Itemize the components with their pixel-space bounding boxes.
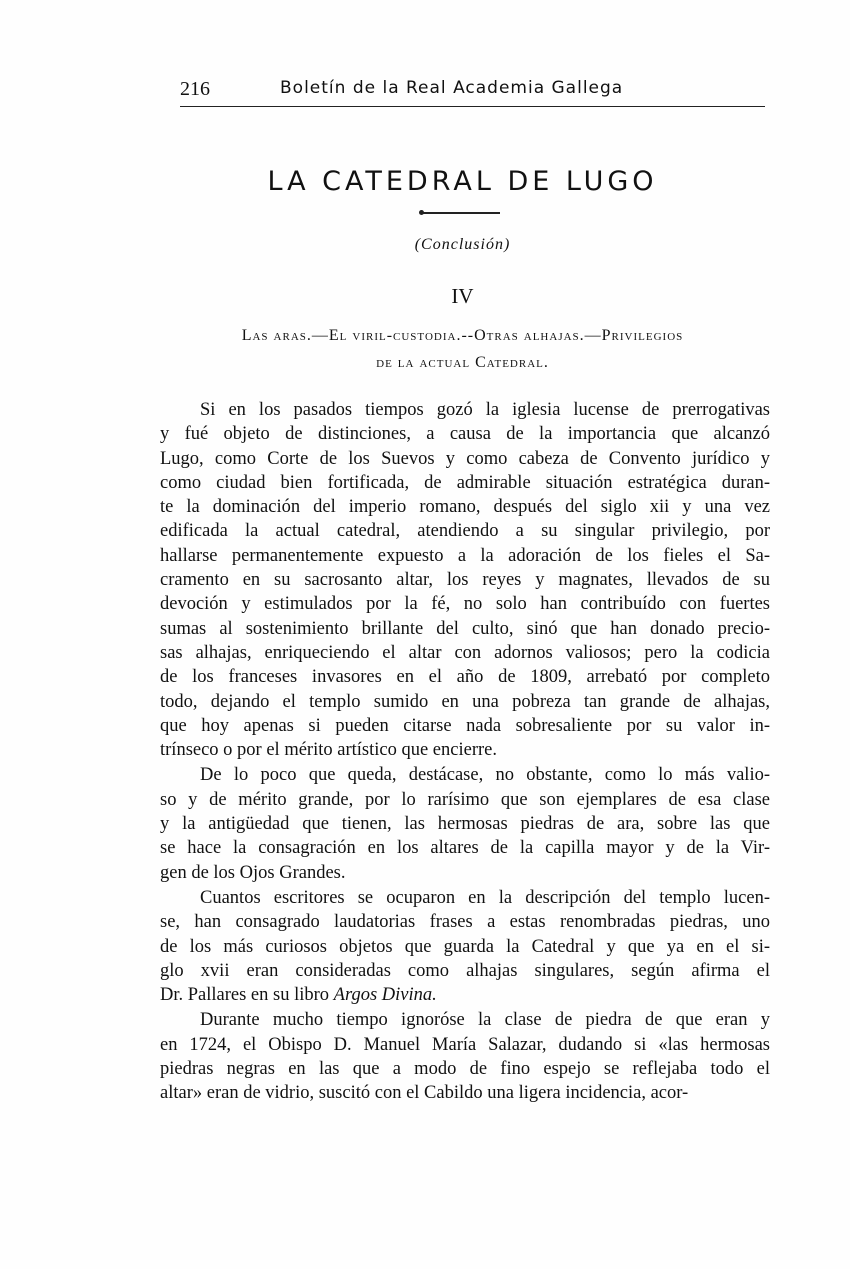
text-line: devoción y estimulados por la fé, no solo han contribuído con fuertes (160, 594, 770, 615)
section-heading-line-2: de la actual Catedral. (376, 354, 549, 371)
text-line: edificada la actual catedral, atendiendo a su singular privilegio, por (160, 521, 770, 542)
text-line: so y de mérito grande, por lo rarísimo que son ejemplares de esa clase (160, 789, 770, 810)
text-line: se hace la consagración en los altares de la capilla mayor y de la Vir- (160, 838, 770, 859)
text-line: te la dominación del imperio romano, después del siglo xii y una vez (160, 497, 770, 518)
text-line: sumas al sostenimiento brillante del culto, sinó que han donado precio- (160, 618, 770, 639)
paragraph (160, 763, 770, 884)
article-subtitle: (Conclusión) (414, 236, 511, 253)
text-line: todo, dejando el templo sumido en una pobreza tan grande de alhajas, (160, 691, 770, 712)
paragraph (160, 398, 770, 762)
text-line: y fué objeto de distinciones, a causa de la importancia que alcanzó (160, 424, 770, 445)
text-line: en 1724, el Obispo D. Manuel María Salazar, dudando si «las hermosas (160, 1034, 770, 1055)
text-line: Lugo, como Corte de los Suevos y como cabeza de Convento jurídico y (160, 448, 770, 469)
text-line: gen de los Ojos Grandes. (160, 862, 346, 883)
paragraph (160, 886, 770, 1007)
text-line: de los franceses invasores en el año de 1809, arrebató por completo (160, 667, 770, 688)
text-line: sas alhajas, enriqueciendo el altar con adornos valiosos; pero la codicia (160, 642, 770, 663)
text-line: Si en los pasados tiempos gozó la iglesia lucense de prerrogativas (200, 400, 770, 420)
section-number: IV (451, 284, 474, 308)
text-line: de los más curiosos objetos que guarda la Catedral y que ya en el si- (160, 936, 770, 957)
journal-title: Boletín de la Real Academia Gallega (280, 78, 624, 98)
book-title: Argos Divina. (333, 985, 437, 1006)
text-line: piedras negras en las que a modo de fino espejo se reflejaba todo el (160, 1059, 770, 1080)
section-heading-line-1: Las aras.—El viril-custodia.--Otras alhajas.—Privilegios (241, 327, 684, 344)
text-line: De lo poco que queda, destácase, no obstante, como lo más valio- (200, 765, 770, 786)
text-line: trínseco o por el mérito artístico que encierre. (160, 740, 497, 761)
running-header (180, 76, 765, 107)
text-line: hallarse permanentemente expuesto a la adoración de los fieles el Sa- (160, 545, 770, 566)
text-line: y la antigüedad que tienen, las hermosas piedras de ara, sobre las que (160, 814, 770, 835)
paragraph (160, 1008, 770, 1105)
article-body (160, 398, 770, 1107)
text-line: cramento en su sacrosanto altar, los reyes y magnates, llevados de su (160, 570, 770, 591)
text-line (160, 983, 770, 1007)
text-line: glo xvii eran consideradas como alhajas singulares, según afirma el (160, 960, 770, 981)
text-line: altar» eran de vidrio, suscitó con el Cabildo una ligera incidencia, acor- (160, 1083, 689, 1104)
page-number: 216 (180, 78, 210, 100)
text-line: Durante mucho tiempo ignoróse la clase de piedra de que eran y (200, 1010, 770, 1031)
text-line: Cuantos escritores se ocuparon en la descripción del templo lucen- (200, 887, 770, 908)
text-line: se, han consagrado laudatorias frases a estas renombradas piedras, uno (160, 912, 770, 933)
text-segment: Dr. Pallares en su libro (160, 985, 334, 1006)
article-title: LA CATEDRAL DE LUGO (267, 166, 658, 197)
text-line: como ciudad bien fortificada, de admirable situación estratégica duran- (160, 472, 770, 493)
title-ornament-rule (422, 212, 500, 214)
text-line: que hoy apenas si pueden citarse nada sobresaliente por su valor in- (160, 715, 770, 736)
